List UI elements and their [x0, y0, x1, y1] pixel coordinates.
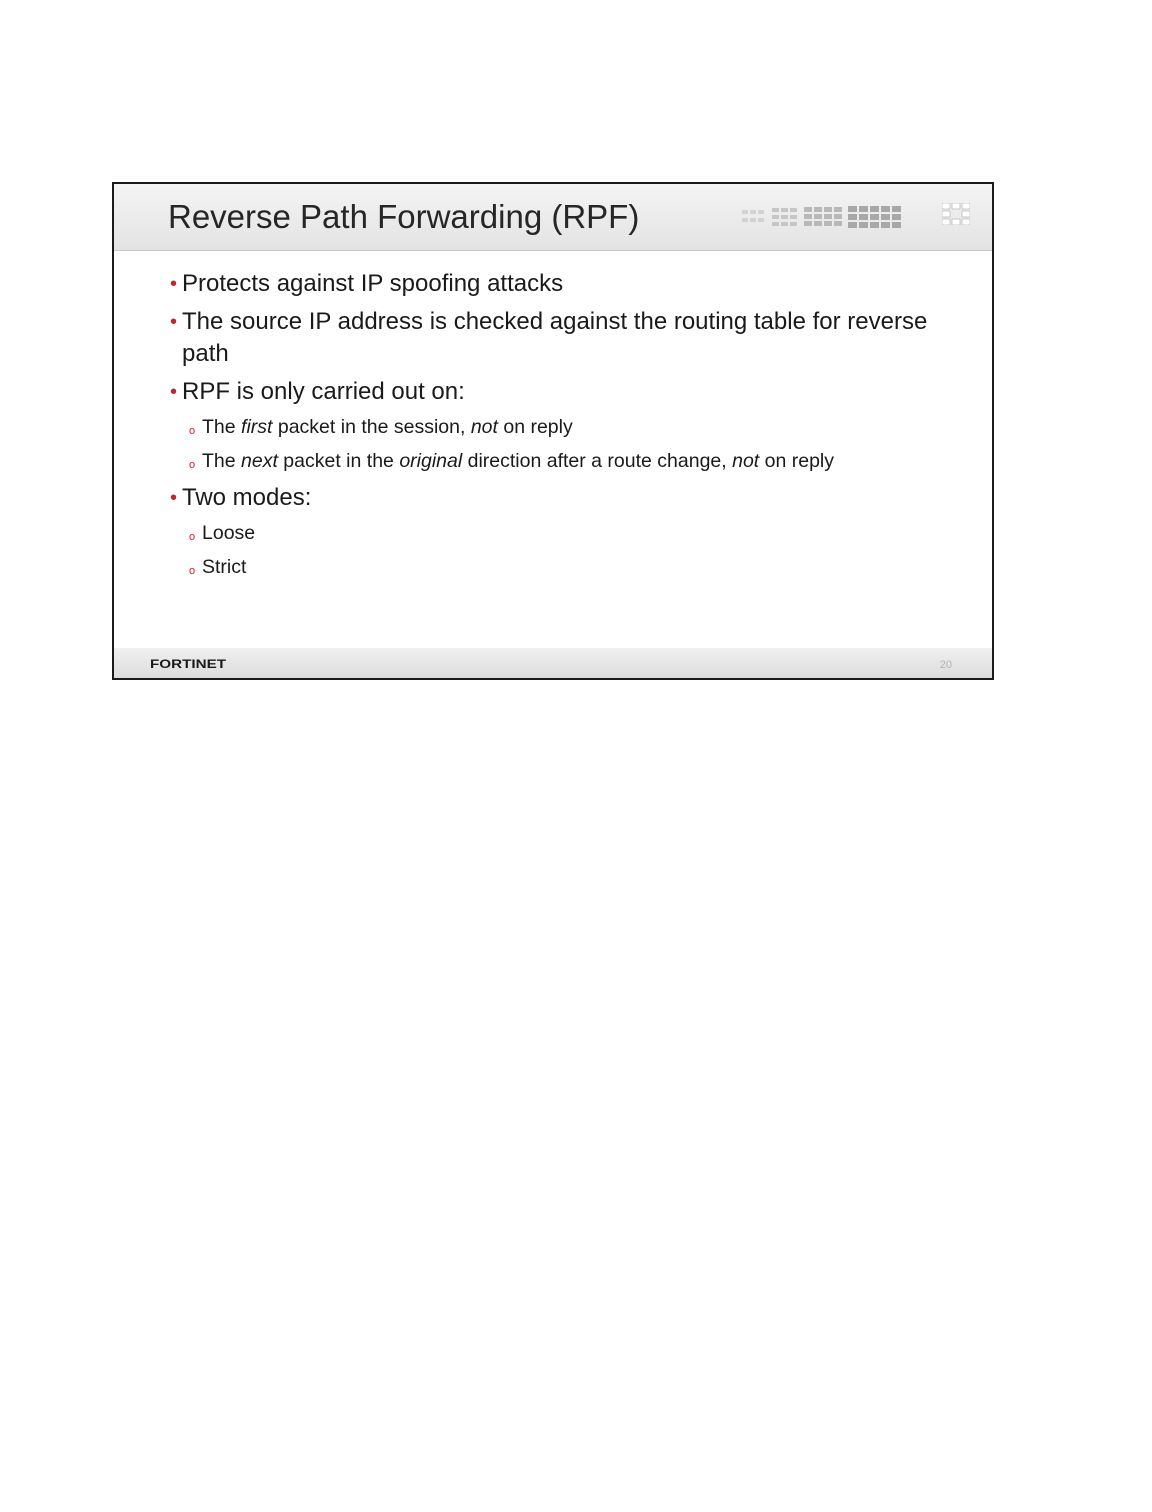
slide-header	[114, 184, 992, 251]
slide	[112, 182, 994, 680]
sub-bullet-ring-icon: o	[189, 531, 196, 543]
sub-bullet-ring-icon: o	[189, 459, 196, 471]
sub-bullet-item: o The next packet in the original direction after a route change, not on reply	[170, 448, 970, 474]
fortinet-logo-icon	[942, 203, 970, 225]
bullet-dot-icon: •	[170, 273, 178, 295]
slide-footer	[114, 648, 992, 678]
bullet-dot-icon: •	[170, 381, 178, 403]
bullet-dot-icon: •	[170, 487, 178, 509]
slide-content	[170, 268, 970, 588]
sub-bullet-item: o Strict	[170, 554, 970, 580]
slide-title: Reverse Path Forwarding (RPF)	[168, 198, 640, 235]
sub-bullet-item: o The first packet in the session, not on reply	[170, 414, 970, 440]
bullet-item: • RPF is only carried out on:	[170, 376, 970, 408]
sub-bullet-ring-icon: o	[189, 565, 196, 577]
dot-pattern-decoration	[742, 206, 922, 228]
sub-bullet-item: o Loose	[170, 520, 970, 546]
fortinet-wordmark-logo	[150, 657, 230, 669]
page-number: 20	[939, 659, 952, 671]
bullet-dot-icon: •	[170, 311, 178, 333]
bullet-item: • The source IP address is checked against the routing table for reverse path	[170, 308, 928, 367]
bullet-item: • Protects against IP spoofing attacks	[170, 268, 970, 300]
bullet-item: • Two modes:	[170, 482, 970, 514]
svg-text:FORTINET: FORTINET	[150, 657, 227, 669]
sub-bullet-ring-icon: o	[189, 425, 196, 437]
